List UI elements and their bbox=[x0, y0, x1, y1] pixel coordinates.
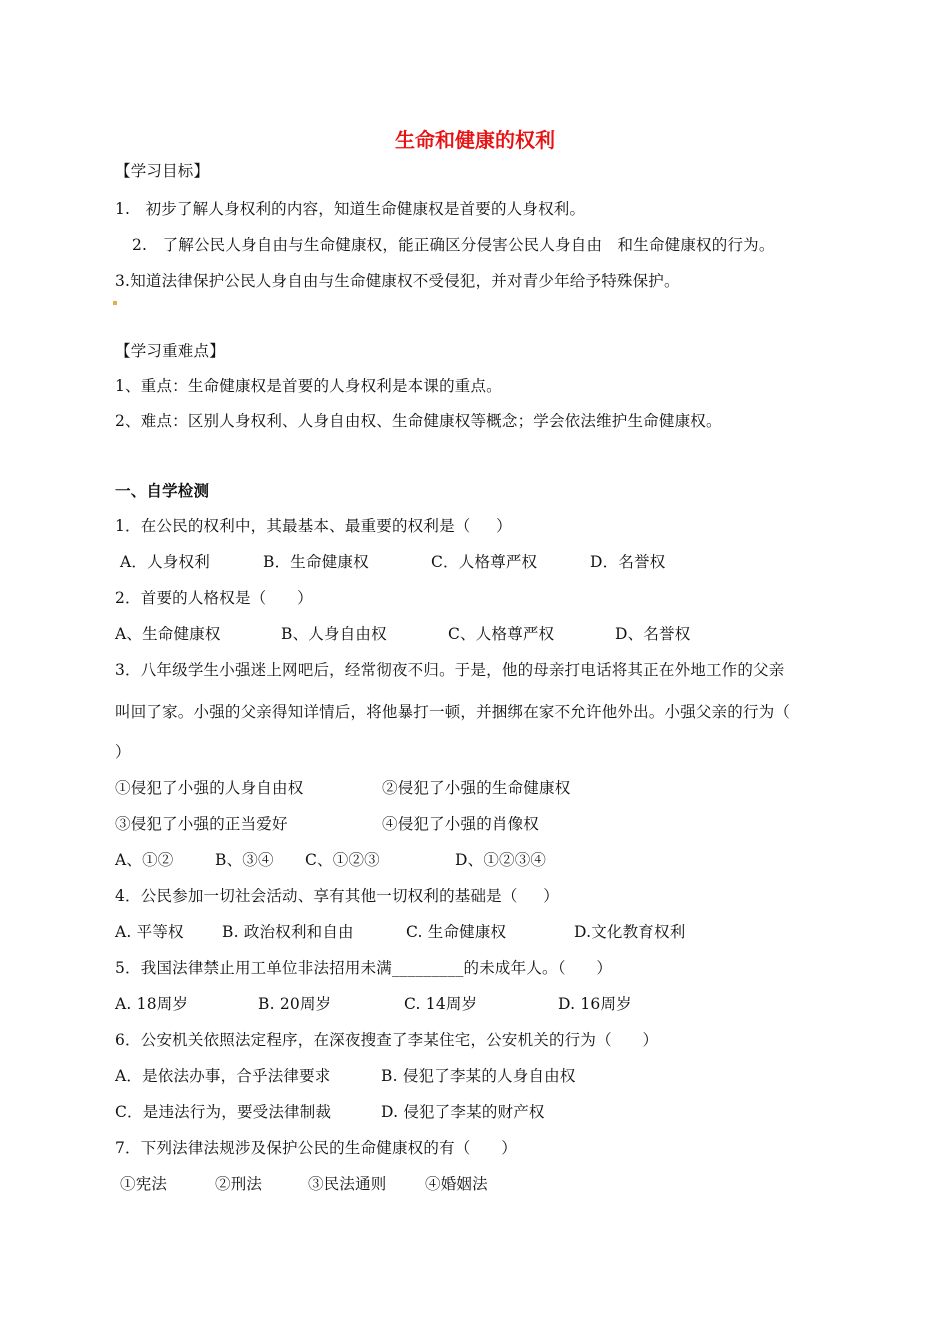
q1-stem: 1．在公民的权利中，其最基本、最重要的权利是（ ） bbox=[115, 517, 512, 535]
q5-option-d: D. 16周岁 bbox=[558, 995, 632, 1013]
q3-option-d: D、①②③④ bbox=[455, 851, 547, 869]
q6-option-b: B. 侵犯了李某的人身自由权 bbox=[381, 1067, 576, 1085]
q1-option-d: D．名誉权 bbox=[590, 553, 666, 571]
q7-stem: 7．下列法律法规涉及保护公民的生命健康权的有（ ） bbox=[115, 1139, 517, 1157]
margin-mark bbox=[113, 301, 117, 305]
q5-option-b: B. 20周岁 bbox=[258, 995, 332, 1013]
keypoint-item-2: 2、难点：区别人身权利、人身自由权、生命健康权等概念；学会依法维护生命健康权。 bbox=[115, 412, 722, 430]
q3-stem-line-1: 3．八年级学生小强迷上网吧后，经常彻夜不归。于是，他的母亲打电话将其正在外地工作的父亲 bbox=[115, 661, 785, 679]
keypoints-heading: 【学习重难点】 bbox=[115, 342, 225, 360]
q6-option-d: D. 侵犯了李某的财产权 bbox=[381, 1103, 545, 1121]
q1-option-a: A．人身权利 bbox=[120, 553, 210, 571]
q5-option-c: C. 14周岁 bbox=[404, 995, 478, 1013]
q3-option-a: A、①② bbox=[115, 851, 174, 869]
q4-stem: 4．公民参加一切社会活动、享有其他一切权利的基础是（ ） bbox=[115, 887, 559, 905]
q3-stem-line-3: ） bbox=[115, 743, 131, 761]
q7-option-4: ④婚姻法 bbox=[425, 1175, 488, 1193]
document-title: 生命和健康的权利 bbox=[395, 128, 555, 152]
keypoint-item-1: 1、重点：生命健康权是首要的人身权利是本课的重点。 bbox=[115, 377, 502, 395]
objective-item-2: 2. 了解公民人身自由与生命健康权，能正确区分侵害公民人身自由 和生命健康权的行为。 bbox=[132, 236, 775, 254]
q3-option-c: C、①②③ bbox=[305, 851, 380, 869]
q3-option-b: B、③④ bbox=[215, 851, 274, 869]
q7-option-2: ②刑法 bbox=[215, 1175, 263, 1193]
q6-stem: 6．公安机关依照法定程序，在深夜搜查了李某住宅，公安机关的行为（ ） bbox=[115, 1031, 659, 1049]
q4-option-d: D.文化教育权利 bbox=[574, 923, 686, 941]
q6-option-c: C．是违法行为，要受法律制裁 bbox=[115, 1103, 332, 1121]
objectives-heading: 【学习目标】 bbox=[115, 162, 210, 180]
q5-stem: 5．我国法律禁止用工单位非法招用未满_________的未成年人。（ ） bbox=[115, 959, 613, 977]
q7-option-3: ③民法通则 bbox=[308, 1175, 387, 1193]
q2-option-b: B、人身自由权 bbox=[281, 625, 387, 643]
q4-option-c: C. 生命健康权 bbox=[406, 923, 507, 941]
q3-statement-2: ②侵犯了小强的生命健康权 bbox=[382, 779, 571, 797]
q2-option-c: C、人格尊严权 bbox=[448, 625, 555, 643]
q3-stem-line-2: 叫回了家。小强的父亲得知详情后，将他暴打一顿，并捆绑在家不允许他外出。小强父亲的行为（ bbox=[115, 703, 791, 721]
q5-option-a: A. 18周岁 bbox=[115, 995, 189, 1013]
section-heading: 一、自学检测 bbox=[115, 482, 210, 500]
q1-option-b: B．生命健康权 bbox=[263, 553, 369, 571]
q4-option-a: A. 平等权 bbox=[115, 923, 184, 941]
q3-statement-1: ①侵犯了小强的人身自由权 bbox=[115, 779, 304, 797]
q3-statement-4: ④侵犯了小强的肖像权 bbox=[382, 815, 540, 833]
q7-options bbox=[120, 1173, 488, 1305]
q4-option-b: B. 政治权利和自由 bbox=[222, 923, 354, 941]
q2-stem: 2．首要的人格权是（ ） bbox=[115, 589, 313, 607]
q2-option-a: A、生命健康权 bbox=[115, 625, 221, 643]
objective-item-1: 1. 初步了解人身权利的内容，知道生命健康权是首要的人身权利。 bbox=[115, 200, 586, 218]
q2-option-d: D、名誉权 bbox=[615, 625, 691, 643]
q1-option-c: C．人格尊严权 bbox=[431, 553, 538, 571]
q7-option-1: ①宪法 bbox=[120, 1175, 168, 1193]
objective-item-3: 3.知道法律保护公民人身自由与生命健康权不受侵犯，并对青少年给予特殊保护。 bbox=[115, 272, 680, 290]
q6-option-a: A．是依法办事，合乎法律要求 bbox=[115, 1067, 331, 1085]
q3-statement-3: ③侵犯了小强的正当爱好 bbox=[115, 815, 288, 833]
